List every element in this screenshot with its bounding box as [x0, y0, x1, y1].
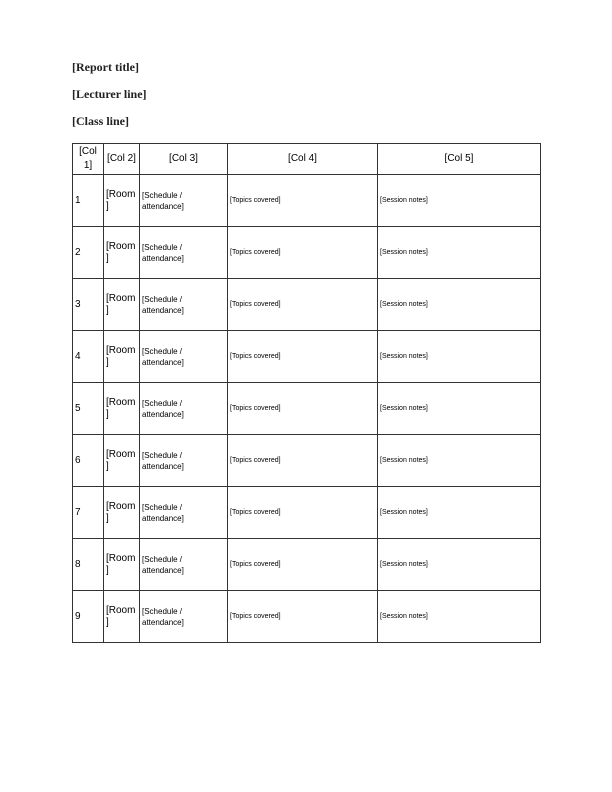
- report-header: [72, 60, 540, 129]
- column-header: [Col 2]: [104, 144, 140, 175]
- column-header: [Col 4]: [228, 144, 378, 175]
- topic-cell: [Topics covered]: [228, 435, 378, 487]
- attendance-cell: [Schedule / attendance]: [140, 435, 228, 487]
- attendance-cell: [Schedule / attendance]: [140, 539, 228, 591]
- column-header: [Col 3]: [140, 144, 228, 175]
- report-title: [Report title]: [72, 60, 139, 74]
- bap-cell: [Session notes]: [378, 279, 541, 331]
- session-number-cell: 6: [73, 435, 104, 487]
- topic-cell: [Topics covered]: [228, 331, 378, 383]
- room-cell: [Room]: [104, 175, 140, 227]
- topic-cell: [Topics covered]: [228, 383, 378, 435]
- topic-cell: [Topics covered]: [228, 539, 378, 591]
- table-row: [73, 539, 541, 591]
- topic-cell: [Topics covered]: [228, 227, 378, 279]
- table-row: [73, 175, 541, 227]
- column-header: [Col 1]: [73, 144, 104, 175]
- session-number-cell: 3: [73, 279, 104, 331]
- room-cell: [Room]: [104, 435, 140, 487]
- session-number-cell: 4: [73, 331, 104, 383]
- class-line: [Class line]: [72, 114, 129, 128]
- table-row: [73, 331, 541, 383]
- bap-cell: [Session notes]: [378, 331, 541, 383]
- bap-cell: [Session notes]: [378, 175, 541, 227]
- room-cell: [Room]: [104, 227, 140, 279]
- topic-cell: [Topics covered]: [228, 175, 378, 227]
- table-row: [73, 383, 541, 435]
- lecturer-line: [Lecturer line]: [72, 87, 147, 101]
- session-number-cell: 8: [73, 539, 104, 591]
- bap-cell: [Session notes]: [378, 435, 541, 487]
- attendance-cell: [Schedule / attendance]: [140, 591, 228, 643]
- table-row: [73, 227, 541, 279]
- header-row: [73, 144, 541, 175]
- session-number-cell: 7: [73, 487, 104, 539]
- room-cell: [Room]: [104, 279, 140, 331]
- room-cell: [Room]: [104, 591, 140, 643]
- table-row: [73, 435, 541, 487]
- bap-cell: [Session notes]: [378, 487, 541, 539]
- table-body: [73, 175, 541, 643]
- attendance-cell: [Schedule / attendance]: [140, 487, 228, 539]
- topic-cell: [Topics covered]: [228, 591, 378, 643]
- room-cell: [Room]: [104, 539, 140, 591]
- session-table: [72, 143, 541, 643]
- topic-cell: [Topics covered]: [228, 279, 378, 331]
- bap-cell: [Session notes]: [378, 383, 541, 435]
- bap-cell: [Session notes]: [378, 227, 541, 279]
- attendance-cell: [Schedule / attendance]: [140, 175, 228, 227]
- session-number-cell: 2: [73, 227, 104, 279]
- session-number-cell: 9: [73, 591, 104, 643]
- bap-cell: [Session notes]: [378, 539, 541, 591]
- session-number-cell: 1: [73, 175, 104, 227]
- table-row: [73, 591, 541, 643]
- attendance-cell: [Schedule / attendance]: [140, 227, 228, 279]
- topic-cell: [Topics covered]: [228, 487, 378, 539]
- column-header: [Col 5]: [378, 144, 541, 175]
- room-cell: [Room]: [104, 383, 140, 435]
- session-number-cell: 5: [73, 383, 104, 435]
- attendance-cell: [Schedule / attendance]: [140, 331, 228, 383]
- room-cell: [Room]: [104, 487, 140, 539]
- attendance-cell: [Schedule / attendance]: [140, 279, 228, 331]
- bap-cell: [Session notes]: [378, 591, 541, 643]
- table-row: [73, 487, 541, 539]
- room-cell: [Room]: [104, 331, 140, 383]
- attendance-cell: [Schedule / attendance]: [140, 383, 228, 435]
- table-header: [73, 144, 541, 175]
- table-row: [73, 279, 541, 331]
